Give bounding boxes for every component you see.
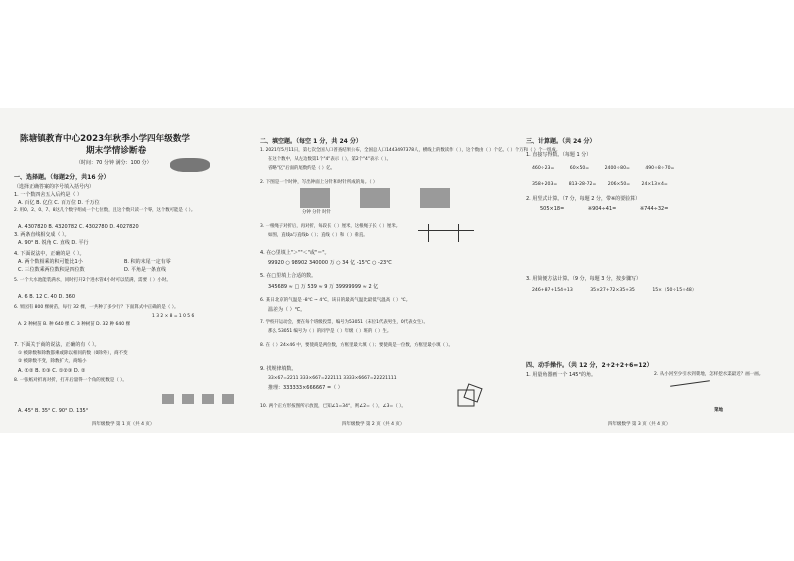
q3-options: A. 90° B. 锐角 C. 直线 D. 平行 <box>18 240 89 246</box>
q1-options: A. 百亿 B. 亿位 C. 百万位 D. 千万位 <box>18 200 100 206</box>
river-line <box>670 380 710 387</box>
section3-heading: 三、计算题。（共 24 分） <box>526 138 596 145</box>
calc-q3-text: 3. 用简便方法计算。（9 分，每题 3 分，按步骤写） <box>526 276 641 282</box>
q5-text: 5. 一个大水池能装满水，同时打开2个进水管4小时可以装满，需要（ ）小时。 <box>14 278 171 283</box>
calc-q3-row: 246+87+154+13 35×27+72×35+35 15×（50÷15÷48） <box>532 288 697 293</box>
line-diagram-horizontal <box>418 230 474 231</box>
fill-q5-text: 5. 在□里填上合适的数。 <box>260 273 317 279</box>
line-diagram-vertical-a <box>428 224 429 242</box>
fill-q4-text: 4. 在○里填上"＞""＜"或"＝"。 <box>260 250 330 256</box>
field-label: 菜地 <box>714 408 723 413</box>
fill-q3-text: 3. 一根绳子对折后，再对折，每段长（ ）厘米，这根绳子长（ ）厘米。 <box>260 224 401 229</box>
fill-q9-text: 9. 找规律填数。 <box>260 366 297 372</box>
exam-sheet <box>0 108 794 433</box>
fill-q1-part-c: 省略"亿"后面的尾数约是（ ）亿。 <box>268 166 335 171</box>
q7-statement-2: ② 被除数不变，除数扩大，商缩小 <box>18 359 87 364</box>
q6-calculation: 1 3 2 × 8 = 1 0 5 6 <box>152 314 195 319</box>
page-footer: 四年级数学 第 2 页（共 4 页） <box>342 422 405 427</box>
time-score: （时间：70 分钟 满分：100 分） <box>76 160 152 166</box>
fill-q9-items: 33×67=2211 333×667=222111 3333×6667=22221111 <box>268 376 397 381</box>
q4-text: 4. 下面说法中，正确的是（ ）。 <box>14 251 85 257</box>
calc-q2-row: 505×18= ※904÷41= ※744÷32= <box>540 206 669 212</box>
page-footer: 四年级数学 第 1 页（共 4 页） <box>92 422 155 427</box>
q1-intro: （选择正确答案的序号填入括号内） <box>14 184 95 190</box>
q8-text: 8. 一张纸对折再对折，打开后量得一个角的度数是（ ）。 <box>14 378 127 383</box>
clock-photo-1 <box>300 188 330 208</box>
q3-text: 3. 两条直线相交成（ ）。 <box>14 232 70 238</box>
calc-q1-row1: 460÷23= 60×50= 2400÷80= 490÷8÷70= <box>532 166 675 171</box>
fill-q6-text: 6. 某日北京的气温是 -8℃ ~ 4℃，该日的最高气温比最低气温高（ ）℃。 <box>260 298 411 303</box>
header-doodle <box>170 158 210 172</box>
page-footer: 四年级数学 第 3 页（共 4 页） <box>608 422 671 427</box>
fill-q9-part-b: 推理：333333×666667 =（ ） <box>268 385 343 391</box>
fill-q3-part-b: 如图，直线a与直线b（ ）；直线（ ）和（ ）垂直。 <box>268 233 368 238</box>
fill-q10-text: 10. 两个正方形按图所示放置，已知∠1=34°，则∠2=（ ），∠3=（ ）。 <box>260 404 406 409</box>
fill-q6-part-b: 温差为（ ）℃。 <box>268 307 306 313</box>
calc-q1-text: 1. 直接写得数。（每题 1 分） <box>526 152 592 158</box>
fold-figure-3 <box>202 394 214 404</box>
calc-q1-row2: 358+203= 813-28-72= 206×50= 24×13×4= <box>532 182 668 187</box>
fill-q1-part-b: 在这个数中，从左边数第1个"4"表示（ ），第2个"4"表示（ ）。 <box>268 157 392 162</box>
q4-option-c: C. 三位数乘两位数积是四位数 <box>18 267 85 273</box>
draw-q1-text: 1. 用量角器画一个 145°的角。 <box>526 372 596 378</box>
q5-options: A. 6 B. 12 C. 40 D. 360 <box>18 294 76 300</box>
fill-q8-text: 8. 在（ ）24×46 中，要使商是两位数，方框里最大填（ ）；要使商是一位数，方框里最小填（ ）。 <box>260 343 453 348</box>
fill-q1-text: 1. 2021年5月11日，第七次全国人口普查结果公布，全国总人口1443497378人，横线上的数读作（ ），这个数由（ ）个亿、（ ）个万和（ ）个一组成。 <box>260 148 561 153</box>
q7-options: A. ①② B. ①③ C. ①②③ D. ② <box>18 368 86 374</box>
fold-figure-1 <box>162 394 174 404</box>
fill-q4-items: 99920 ○ 98902 340000 万 ○ 34 亿 -15℃ ○ -23℃ <box>268 260 392 266</box>
fill-q5-items: 345689 ≈ □ 万 539 ≈ 9 万 39999999 ≈ 2 亿 <box>268 284 379 290</box>
q7-text: 7. 下面关于商的说法，正确的有（ ）。 <box>14 342 100 348</box>
fold-figure-2 <box>182 394 194 404</box>
q8-options: A. 45° B. 35° C. 90° D. 135° <box>18 408 89 414</box>
fold-figure-4 <box>222 394 234 404</box>
fill-q7-text: 7. 学校开运动会，要在每个班级投票，编号为53051（末位1代表男生，0代表女生）。 <box>260 320 428 325</box>
line-diagram-vertical-b <box>458 224 459 242</box>
clock-photo-3 <box>420 188 450 208</box>
squares-figure <box>454 384 484 410</box>
fill-q7-part-b: 那么 53051 编号为（ ）的同学是（ ）年级（ ）班的（ ）生。 <box>268 329 392 334</box>
exam-title: 陈塘镇教育中心2023年秋季小学四年级数学 <box>20 134 191 144</box>
draw-q2-text: 2. 从小河至少引水到菜地，怎样挖水渠最近？画一画。 <box>654 372 764 377</box>
section1-heading: 一、选择题。（每题2分，共16 分） <box>14 174 110 181</box>
exam-subtitle: 期末学情诊断卷 <box>86 146 147 156</box>
clock-photo-2 <box>360 188 390 208</box>
q6-options: A. 2 种树苗 B. 种 640 棵 C. 3 种树苗 D. 32 种 640 棵 <box>18 322 131 327</box>
q4-option-d: D. 平角是一条直线 <box>124 267 167 273</box>
q4-option-a: A. 两个数相乘的积可能比1小 <box>18 259 83 265</box>
exam-page-3 <box>524 108 788 433</box>
section4-heading: 四、动手操作。（共 12 分，2+2+2+6=12） <box>526 362 653 369</box>
section2-heading: 二、填空题。（每空 1 分，共 24 分） <box>260 138 362 145</box>
calc-q2-text: 2. 用竖式计算。（7 分，每题 2 分，带※的要验算） <box>526 196 641 202</box>
exam-page-1 <box>12 108 250 433</box>
fill-q2-text: 2. 下图是一个时钟，写出钟面上分针和时针所成的角。（ ） <box>260 180 378 185</box>
q6-text: 6. 果园有 800 棵树苗，每行 32 棵，一共种了多少行？下面算式中正确的是（ ）。 <box>14 305 179 310</box>
q1-text: 1. 一个数四舍五入后约是（ ） <box>14 192 82 198</box>
q7-statement-1: ① 被除数和除数都乘或除以相同的数（0除外），商不变 <box>18 351 128 356</box>
q2-text: 2. 用0、2、0、7、8这几个数字组成一个七位数，且这个数只读一个零，这个数可能是（ ）。 <box>14 208 196 213</box>
q2-options: A. 4307820 B. 4320782 C. 4302780 D. 4027820 <box>18 224 139 230</box>
photo-captions: 分钟 分针 时针 <box>302 210 332 215</box>
q4-option-b: B. 积的末尾一定有零 <box>124 259 171 265</box>
